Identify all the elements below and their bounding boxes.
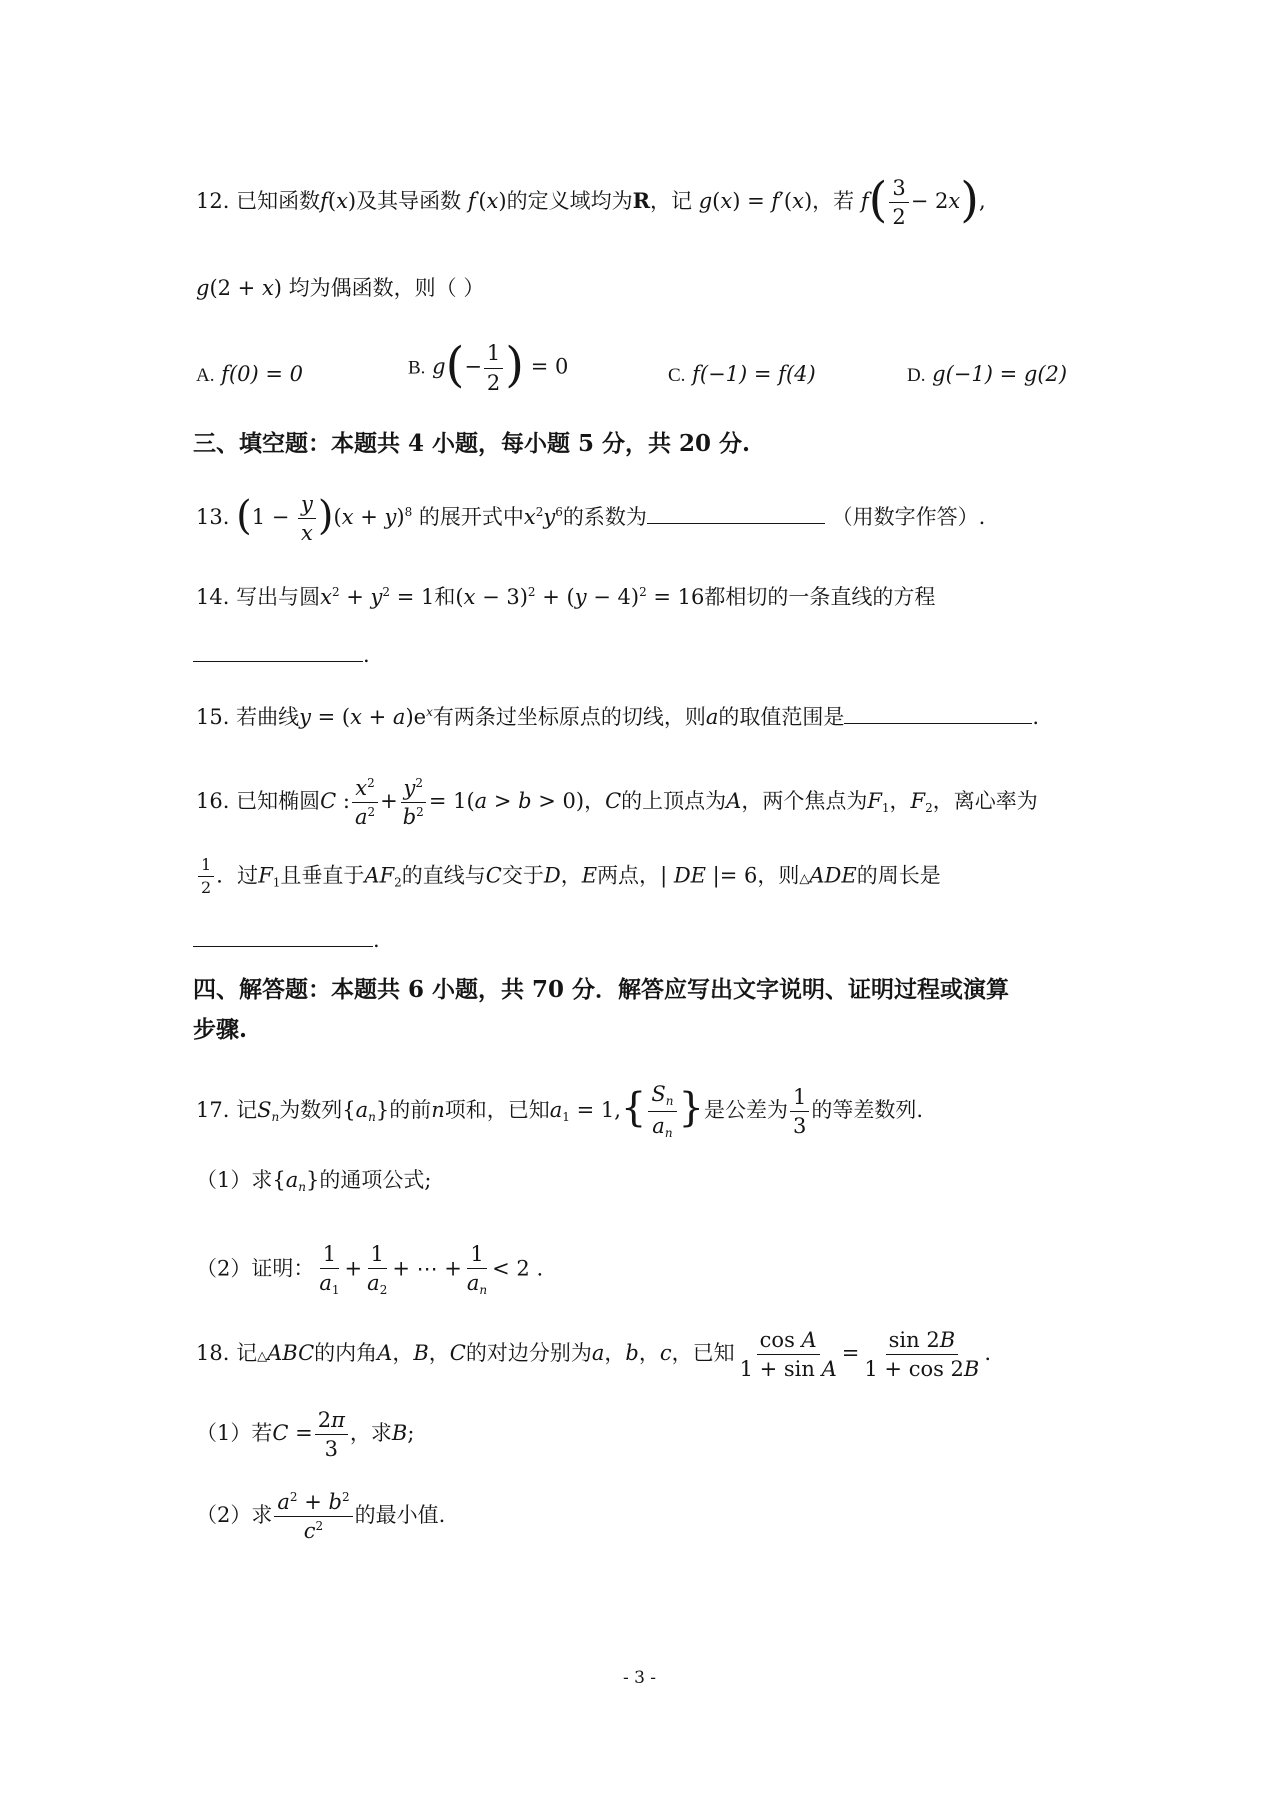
option-label: B. [408, 357, 426, 379]
option-expr: = 0 [530, 354, 569, 379]
q16-text: 的直线与 [401, 863, 486, 888]
q13-text: 的展开式中 [418, 505, 524, 530]
answer-blank [647, 509, 825, 524]
q15-text: 若曲线 [236, 705, 300, 729]
answer-blank [193, 647, 363, 662]
q16-text: 且垂直于 [280, 863, 365, 888]
q14-text: 和 [434, 585, 456, 609]
q12-number: 12. [196, 189, 230, 214]
q16-line2: $\frac{1}{2}$ ．过$F_1$且垂直于$AF_2$的直线与C交于D，E两点，| DE |= 6，则△ADE的周长是 [196, 856, 941, 898]
q16-line1: 16. 已知椭圆C : $\frac{x^2}{a^2}$ + $\frac{y^2}{b^2}$ = 1(a > b > 0)，C的上顶点为A，两个焦点为$F_1$，$F_2$，离心率为 [196, 776, 1038, 830]
q18-part2: （2）求 $\frac{a^2 + b^2}{c^2}$ 的最小值. [196, 1490, 446, 1544]
q17-text: 的前 [389, 1097, 432, 1122]
q13-line: 13. (1 − $\frac{y}{x}$ )$(x + y)^8$ 的展开式中$x^2y^6$的系数为 （用数字作答）. [196, 492, 986, 546]
q12-text: 的定义域均为 [506, 189, 633, 214]
q16-text: . [373, 928, 380, 952]
option-label: D. [907, 365, 926, 386]
answer-blank [193, 932, 373, 947]
q16-text: ，两个焦点为 [741, 789, 868, 814]
option-expr: f(0) = 0 [221, 362, 303, 386]
q15-text: 的取值范围是 [718, 705, 845, 729]
q18-line: 18. 记△ABC的内角A，B，C的对边分别为a，b，c，已知 $\frac{\text{cos A}}{\text{1 + sin A}}$ = $\frac{\sin 2B}{1 + \cos 2B}$ . [196, 1328, 992, 1382]
q18-text: （1）若 [196, 1421, 273, 1446]
q16-text: ，则 [757, 863, 800, 888]
q18-text: ，已知 [671, 1341, 735, 1366]
q16-text: 两点， [597, 863, 661, 888]
q12-option-c [668, 362, 816, 387]
q17-part2: （2）证明： $\frac{1}{a_1}$ + $\frac{1}{a_2}$ + ⋯ + $\frac{1}{a_n}$ < 2 . [196, 1242, 544, 1298]
q16-text: 的周长是 [856, 863, 941, 888]
q15-number: 15. [196, 705, 230, 729]
q18-text: 的最小值. [354, 1503, 446, 1528]
q17-text: 项和，已知 [444, 1097, 550, 1122]
q14-number: 14. [196, 585, 230, 609]
q12-line1: 12. 已知函数f(x)及其导函数 f′(x)的定义域均为R，记 g(x) = f′(x)，若 f( $\frac{3}{2}$ − 2x), [196, 171, 986, 230]
q14-text: 都相切的一条直线的方程 [704, 585, 936, 609]
q17-text: 的通项公式; [319, 1168, 432, 1192]
q16-text: 交于 [501, 863, 544, 888]
q17-text: 记 [236, 1097, 258, 1122]
q17-text: （1）求 [196, 1168, 273, 1192]
q18-text: 的内角 [314, 1341, 378, 1366]
q17-text: （2）证明： [196, 1256, 315, 1281]
q17-text: 是公差为 [703, 1097, 788, 1122]
option-expr: g(−1) = g(2) [932, 362, 1068, 386]
option-expr: g [432, 354, 446, 379]
q12-option-a [196, 362, 303, 387]
option-label: C. [668, 365, 686, 386]
q17-part1: （1）求$\{a_n\}$的通项公式; [196, 1168, 432, 1194]
q12-option-b: B. g(− $\frac{1}{2}$ ) = 0 [408, 337, 569, 395]
q18-number: 18. [196, 1341, 230, 1366]
q12-text: ，若 [812, 189, 855, 214]
page-number: - 3 - [622, 1668, 657, 1688]
q12-text: ，记 [650, 189, 693, 214]
answer-blank [844, 709, 1032, 724]
q12-text: 已知函数 [236, 189, 321, 214]
q13-text: （用数字作答）. [831, 505, 986, 530]
section4-heading-cont: 步骤. [193, 1016, 248, 1043]
q13-number: 13. [196, 505, 230, 530]
q17-text: 为数列 [279, 1097, 343, 1122]
q12-text: 及其导函数 [356, 189, 462, 214]
q16-text: ，离心率为 [932, 789, 1038, 814]
q16-text: ， [584, 789, 606, 814]
q15-text: 有两条过坐标原点的切线，则 [432, 705, 706, 729]
option-label: A. [196, 365, 215, 386]
q17-line: 17. 记$S_n$为数列$\{a_n\}$的前n项和，已知$a_1 = 1$,{ $\frac{S_n}{a_n}$ }是公差为 $\frac{1}{3}$ 的等差数列. [196, 1082, 924, 1140]
q16-text: ．过 [216, 863, 259, 888]
q18-text: （2）求 [196, 1503, 273, 1528]
q14-line: 14. 写出与圆$x^2 + y^2 = 1$和$(x - 3)^2 + (y - 4)^2 = 16$都相切的一条直线的方程 [196, 585, 936, 609]
section4-heading: 四、解答题：本题共 6 小题，共 70 分．解答应写出文字说明、证明过程或演算 [193, 976, 1010, 1003]
q16-text: 已知椭圆 [236, 789, 321, 814]
q12-option-d [907, 362, 1067, 387]
q14-text: . [363, 643, 370, 667]
q18-text: 的对边分别为 [465, 1341, 592, 1366]
q13-text: 的系数为 [562, 505, 647, 530]
option-expr: f(−1) = f(4) [692, 362, 816, 386]
q12-text: 均为偶函数，则（ ） [288, 276, 485, 300]
q18-text: ，求 [349, 1421, 392, 1446]
q16-text: 的上顶点为 [621, 789, 727, 814]
q12-line2: g(2 + x) 均为偶函数，则（ ） [196, 276, 485, 300]
q16-number: 16. [196, 789, 230, 814]
q16-answer-line [193, 930, 380, 951]
q17-number: 17. [196, 1097, 230, 1122]
q15-text: . [1032, 705, 1040, 729]
q14-answer-line [193, 645, 370, 666]
q15-line: 15. 若曲线$y = (x + a)e^x$有两条过坐标原点的切线，则a的取值范围是 . [196, 705, 1040, 729]
section3-heading: 三、填空题：本题共 4 小题，每小题 5 分，共 20 分. [193, 430, 751, 457]
q17-text: 的等差数列. [811, 1097, 924, 1122]
q18-part1: （1）若C = $\frac{2\pi}{3}$ ，求B; [196, 1408, 415, 1462]
q18-text: 记 [236, 1341, 258, 1366]
q14-text: 写出与圆 [236, 585, 321, 609]
